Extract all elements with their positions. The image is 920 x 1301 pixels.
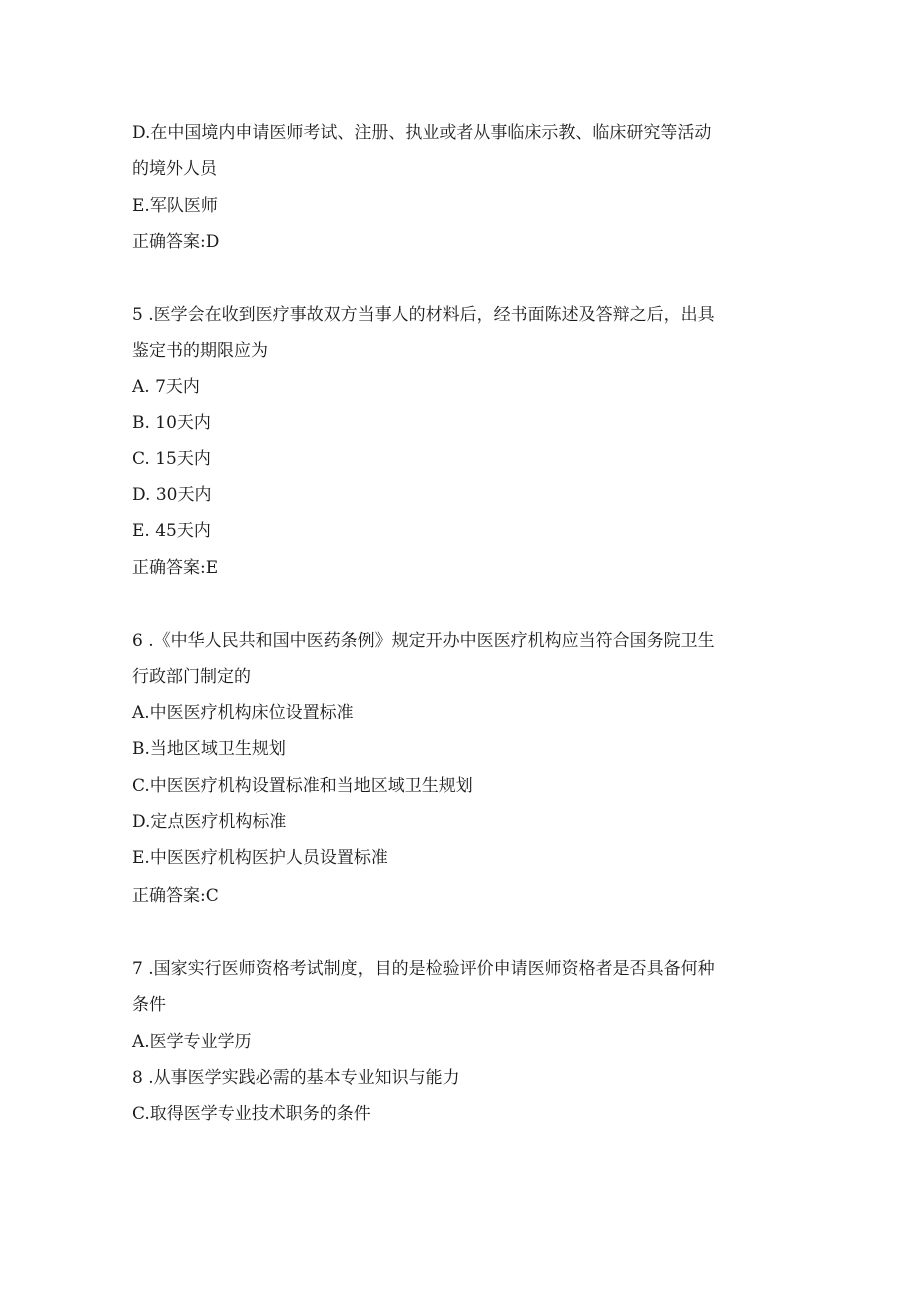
- q7-option-c: C.取得医学专业技术职务的条件: [132, 1104, 371, 1124]
- q5-stem-line2: 鉴定书的期限应为: [132, 341, 268, 361]
- q6-option-a: A.中医医疗机构床位设置标准: [132, 703, 354, 723]
- q6-option-d: D.定点医疗机构标准: [132, 812, 287, 832]
- q5-answer: 正确答案:E: [132, 558, 219, 578]
- q8-line: 8 .从事医学实践必需的基本专业知识与能力: [132, 1068, 460, 1088]
- q5-option-e: E. 45天内: [132, 521, 211, 541]
- q6-option-c: C.中医医疗机构设置标准和当地区域卫生规划: [132, 776, 473, 796]
- q6-stem-line2: 行政部门制定的: [132, 667, 251, 687]
- q7-option-a: A.医学专业学历: [132, 1032, 252, 1052]
- q6-stem-line1: 6 .《中华人民共和国中医药条例》规定开办中医医疗机构应当符合国务院卫生: [132, 631, 715, 651]
- q7-stem-line2: 条件: [132, 995, 166, 1015]
- q4-answer: 正确答案:D: [132, 232, 220, 252]
- q5-option-b: B. 10天内: [132, 413, 211, 433]
- q6-option-b: B.当地区域卫生规划: [132, 739, 286, 759]
- q5-option-a: A. 7天内: [132, 377, 200, 397]
- q4-option-d-line1: D.在中国境内申请医师考试、注册、执业或者从事临床示教、临床研究等活动: [132, 123, 712, 143]
- q6-answer: 正确答案:C: [132, 886, 219, 906]
- q4-option-e: E.军队医师: [132, 196, 218, 216]
- q6-option-e: E.中医医疗机构医护人员设置标准: [132, 848, 388, 868]
- q4-option-d-line2: 的境外人员: [132, 159, 217, 179]
- q5-stem-line1: 5 .医学会在收到医疗事故双方当事人的材料后，经书面陈述及答辩之后，出具: [132, 305, 715, 325]
- q5-option-c: C. 15天内: [132, 449, 211, 469]
- q5-option-d: D. 30天内: [132, 485, 212, 505]
- q7-stem-line1: 7 .国家实行医师资格考试制度，目的是检验评价申请医师资格者是否具备何种: [132, 959, 715, 979]
